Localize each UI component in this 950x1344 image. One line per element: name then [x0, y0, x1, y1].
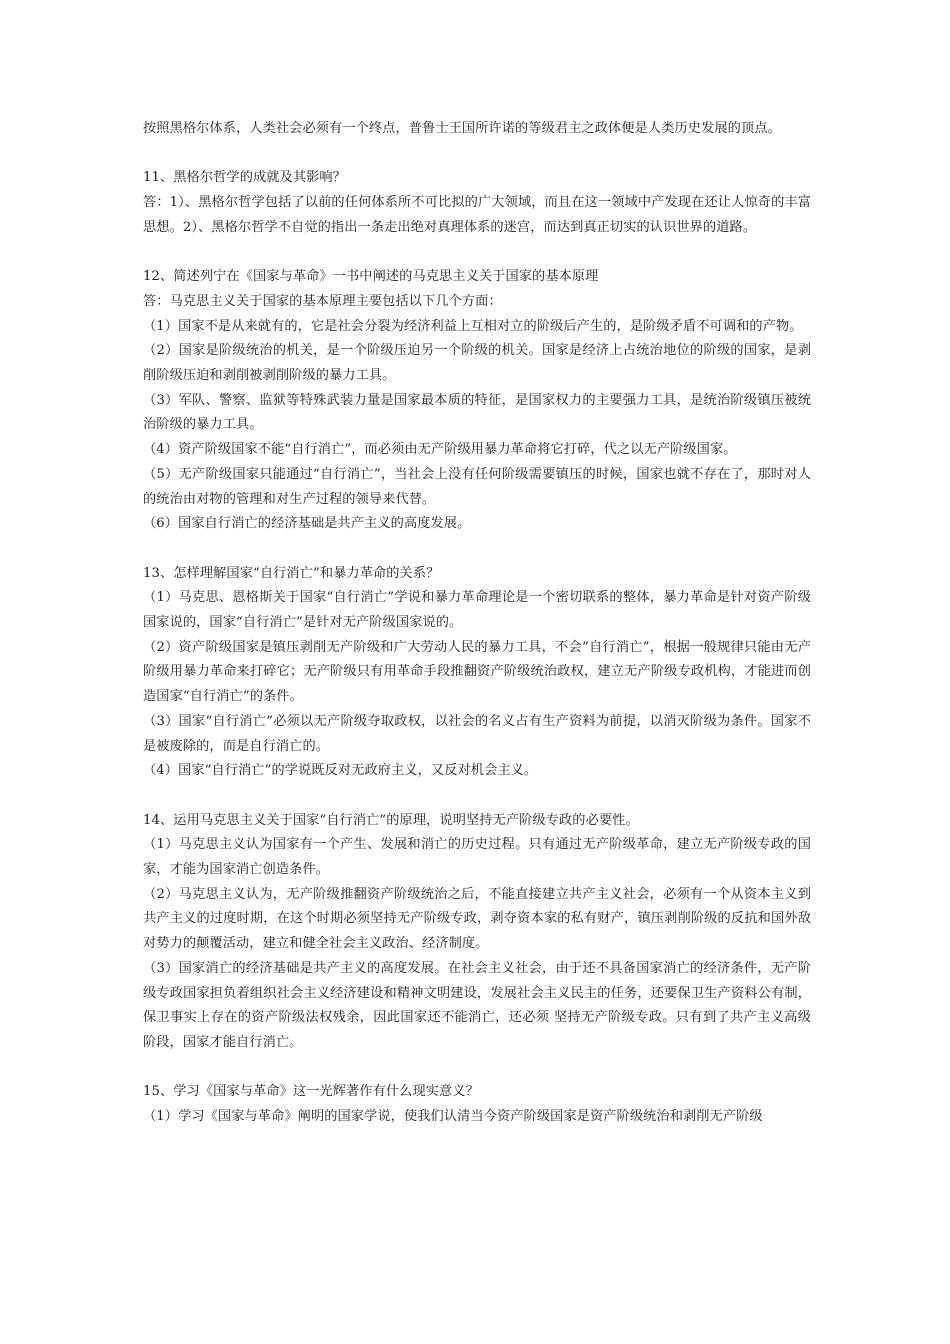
paragraph: （4）资产阶级国家不能“自行消亡”，而必须由无产阶级用暴力革命将它打碎，代之以无产阶级国家。 [143, 442, 737, 458]
paragraph-spacer [143, 241, 811, 266]
paragraph: （3）国家“自行消亡”必须以无产阶级夺取政权，以社会的名义占有生产资料为前提，以消灭阶级为条件。国家不是被废除的，而是自行消亡的。 [143, 713, 811, 754]
paragraph: （2）国家是阶级统治的机关，是一个阶级压迫另一个阶级的机关。国家是经济上占统治地位的阶级的国家，是剥削阶级压迫和剥削被剥削阶级的暴力工具。 [143, 343, 811, 383]
paragraph: 按照黑格尔体系，人类社会必须有一个终点，普鲁士王国所许诺的等级君主之政体便是人类历史发展的顶点。 [143, 121, 781, 136]
paragraph: （3）国家消亡的经济基础是共产主义的高度发展。在社会主义社会，由于还不具备国家消亡的经济条件，无产阶级专政国家担负着组织社会主义经济建设和精神文明建设，发展社会主义民主的任务，还要保卫生产资料公有制，保卫事实上存在的资产阶级法权残余，因此国家还不能消亡，还必须 坚持无产阶级专政。只有到了共产主义高级阶段，国家才能自行消亡。 [143, 960, 811, 1050]
paragraph: 13、怎样理解国家“自行消亡”和暴力革命的关系？ [143, 565, 440, 581]
paragraph: （1）马克思主义认为国家有一个产生、发展和消亡的历史过程。只有通过无产阶级革命，建立无产阶级专政的国家，才能为国家消亡创造条件。 [143, 837, 811, 878]
paragraph: （4）国家“自行消亡”的学说既反对无政府主义，又反对机会主义。 [143, 763, 538, 779]
paragraph: （2）马克思主义认为，无产阶级推翻资产阶级统治之后，不能直接建立共产主义社会，必须有一个从资本主义到共产主义的过度时期，在这个时期必须坚持无产阶级专政，剥夺资本家的私有财产，镇压剥削阶级的反抗和国外敌对势力的颠覆活动，建立和健全社会主义政治、经济制度。 [143, 886, 811, 952]
paragraph: （3）军队、警察、监狱等特殊武装力量是国家最本质的特征，是国家权力的主要强力工具，是统治阶级镇压被统治阶级的暴力工具。 [143, 392, 811, 433]
paragraph: （5）无产阶级国家只能通过“自行消亡”，当社会上没有任何阶级需要镇压的时候，国家也就不存在了，那时对人的统治由对物的管理和对生产过程的领导来代替。 [143, 466, 811, 507]
document-body [143, 117, 811, 1130]
paragraph: 11、黑格尔哲学的成就及其影响？ [143, 170, 347, 186]
paragraph: 15、学习《国家与革命》这一光辉著作有什么现实意义？ [143, 1084, 479, 1100]
paragraph: 答：1）、黑格尔哲学包括了以前的任何体系所不可比拟的广大领域，而且在这一领域中产发现在还让人惊奇的丰富思想。2）、黑格尔哲学不自觉的指出一条走出绝对真理体系的迷宫，而达到真正切实的认识世界的道路。 [143, 195, 811, 235]
paragraph: 12、简述列宁在《国家与革命》一书中阐述的马克思主义关于国家的基本原理 [143, 269, 599, 285]
paragraph-spacer [143, 537, 811, 562]
paragraph: 答：马克思主义关于国家的基本原理主要包括以下几个方面： [143, 293, 502, 309]
paragraph: （1）学习《国家与革命》阐明的国家学说，使我们认清当今资产阶级国家是资产阶级统治和剥削无产阶级 [143, 1109, 763, 1125]
paragraph: （2）资产阶级国家是镇压剥削无产阶级和广大劳动人民的暴力工具，不会“自行消亡”，根据一般规律只能由无产阶级用暴力革命来打碎它；无产阶级只有用革命手段推翻资产阶级统治政权，建立无产阶级专政机构，才能进而创造国家“自行消亡”的条件。 [143, 639, 811, 705]
paragraph-spacer [143, 142, 811, 167]
paragraph-spacer [143, 784, 811, 809]
paragraph: （1）马克思、恩格斯关于国家“自行消亡”学说和暴力革命理论是一个密切联系的整体，暴力革命是针对资产阶级国家说的，国家“自行消亡”是针对无产阶级国家说的。 [143, 590, 811, 631]
paragraph: （6）国家自行消亡的经济基础是共产主义的高度发展。 [143, 516, 471, 532]
paragraph: 14、运用马克思主义关于国家“自行消亡”的原理，说明坚持无产阶级专政的必要性。 [143, 812, 639, 828]
paragraph-spacer [143, 1056, 811, 1081]
paragraph: （1）国家不是从来就有的，它是社会分裂为经济利益上互相对立的阶级后产生的，是阶级矛盾不可调和的产物。 [143, 318, 803, 334]
